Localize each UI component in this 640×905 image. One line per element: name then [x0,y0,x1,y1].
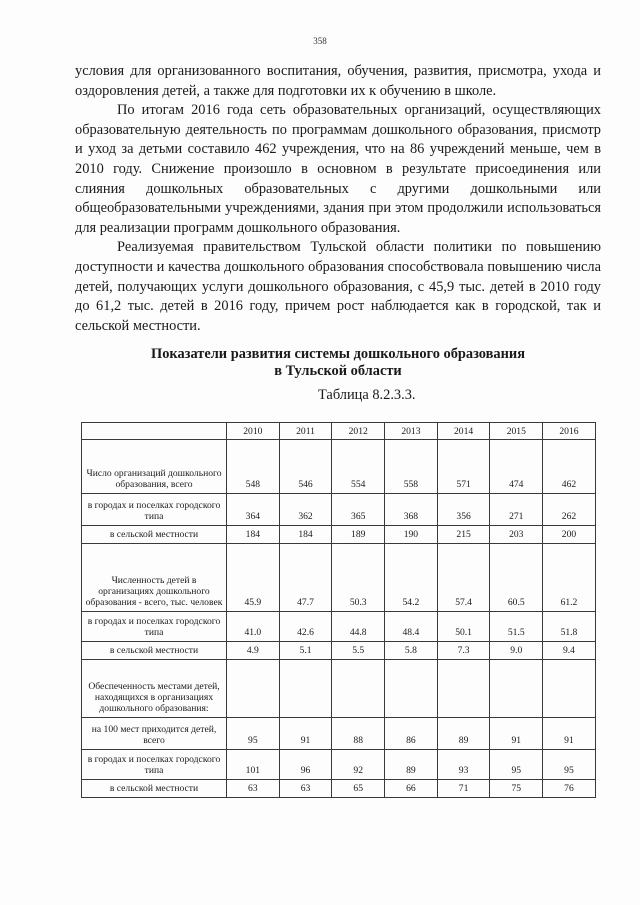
table-heading [75,346,601,380]
paragraph: По итогам 2016 года сеть образовательных организаций, осуществляющих образовательную деятельность по программам дошкольного образования, присмотр и уход за детьми составило 462 учреждения, что на 86 учреждений меньше, чем в 2010 году. Снижение произошло в основном в результате присоединения или слияния дошкольных образовательных с другими дошкольными или общеобразовательными учреждениями, здания при этом продолжили использоваться для реализации программ дошкольного образования. [75,102,601,236]
year-header: 2010 [227,423,280,440]
value-cell: 215 [437,526,490,544]
value-cell: 47.7 [279,544,332,612]
table-row [82,612,596,642]
value-cell: 95 [227,718,280,750]
value-cell: 41.0 [227,612,280,642]
value-cell: 189 [332,526,385,544]
value-cell: 95 [543,750,596,780]
page-number: 358 [313,36,327,46]
year-header: 2011 [279,423,332,440]
table-caption: Таблица 8.2.3.3. [318,387,416,403]
year-header: 2014 [437,423,490,440]
value-cell: 7.3 [437,642,490,660]
value-cell: 48.4 [385,612,438,642]
row-label: Число организаций дошкольного образования, всего [82,440,227,494]
value-cell: 5.1 [279,642,332,660]
value-cell: 101 [227,750,280,780]
value-cell: 91 [279,718,332,750]
value-cell: 63 [279,780,332,798]
value-cell: 262 [543,494,596,526]
value-cell: 364 [227,494,280,526]
value-cell: 548 [227,440,280,494]
year-header: 2013 [385,423,438,440]
value-cell: 44.8 [332,612,385,642]
value-cell: 75 [490,780,543,798]
value-cell: 60.5 [490,544,543,612]
value-cell [490,660,543,718]
table-row [82,718,596,750]
value-cell: 95 [490,750,543,780]
paragraph: условия для организованного воспитания, обучения, развития, присмотра, ухода и оздоровления детей, а также для подготовки их к обучению в школе. [75,63,601,99]
value-cell: 462 [543,440,596,494]
value-cell: 88 [332,718,385,750]
value-cell: 86 [385,718,438,750]
value-cell: 89 [437,718,490,750]
value-cell: 184 [227,526,280,544]
header-corner-cell [82,423,227,440]
value-cell [332,660,385,718]
value-cell: 571 [437,440,490,494]
table-row [82,750,596,780]
value-cell [543,660,596,718]
value-cell: 61.2 [543,544,596,612]
statistics-table [81,422,596,798]
row-label: в городах и поселках городского типа [82,494,227,526]
year-header: 2012 [332,423,385,440]
value-cell: 190 [385,526,438,544]
table-row [82,780,596,798]
value-cell: 54.2 [385,544,438,612]
value-cell: 5.8 [385,642,438,660]
value-cell: 51.5 [490,612,543,642]
row-label: в сельской местности [82,780,227,798]
value-cell: 546 [279,440,332,494]
row-label: в городах и поселках городского типа [82,750,227,780]
value-cell: 474 [490,440,543,494]
value-cell: 96 [279,750,332,780]
body-text [75,62,601,336]
table-row [82,642,596,660]
row-label: на 100 мест приходится детей, всего [82,718,227,750]
value-cell: 362 [279,494,332,526]
value-cell [437,660,490,718]
table-heading-line: Показатели развития системы дошкольного образования [151,346,525,362]
value-cell: 50.1 [437,612,490,642]
value-cell: 89 [385,750,438,780]
value-cell: 51.8 [543,612,596,642]
value-cell: 200 [543,526,596,544]
value-cell: 365 [332,494,385,526]
value-cell: 65 [332,780,385,798]
table-row [82,660,596,718]
row-label: в сельской местности [82,642,227,660]
value-cell: 50.3 [332,544,385,612]
value-cell: 554 [332,440,385,494]
row-label: Обеспеченность местами детей, находящихся в организациях дошкольного образования: [82,660,227,718]
year-header: 2015 [490,423,543,440]
value-cell [279,660,332,718]
value-cell: 9.4 [543,642,596,660]
value-cell: 76 [543,780,596,798]
value-cell: 92 [332,750,385,780]
row-label: в городах и поселках городского типа [82,612,227,642]
value-cell [385,660,438,718]
paragraph: Реализуемая правительством Тульской области политики по повышению доступности и качества дошкольного образования способствовала повышению числа детей, получающих услуги дошкольного образования, с 45,9 тыс. детей в 2010 году до 61,2 тыс. детей в 2016 году, причем рост наблюдается как в городской, так и сельской местности. [75,239,601,334]
row-label: Численность детей в организациях дошкольного образования - всего, тыс. человек [82,544,227,612]
value-cell: 368 [385,494,438,526]
value-cell: 63 [227,780,280,798]
value-cell: 203 [490,526,543,544]
value-cell: 71 [437,780,490,798]
row-label: в сельской местности [82,526,227,544]
value-cell: 271 [490,494,543,526]
value-cell: 66 [385,780,438,798]
value-cell: 5.5 [332,642,385,660]
table-body [82,440,596,798]
table-row [82,544,596,612]
value-cell: 42.6 [279,612,332,642]
value-cell: 558 [385,440,438,494]
value-cell [227,660,280,718]
value-cell: 356 [437,494,490,526]
value-cell: 57.4 [437,544,490,612]
value-cell: 93 [437,750,490,780]
value-cell: 91 [543,718,596,750]
value-cell: 4.9 [227,642,280,660]
value-cell: 9.0 [490,642,543,660]
table-heading-line: в Тульской области [274,363,402,379]
value-cell: 45.9 [227,544,280,612]
table-row [82,494,596,526]
value-cell: 91 [490,718,543,750]
year-header: 2016 [543,423,596,440]
table-row [82,526,596,544]
value-cell: 184 [279,526,332,544]
table-header-row [82,423,596,440]
table-row [82,440,596,494]
